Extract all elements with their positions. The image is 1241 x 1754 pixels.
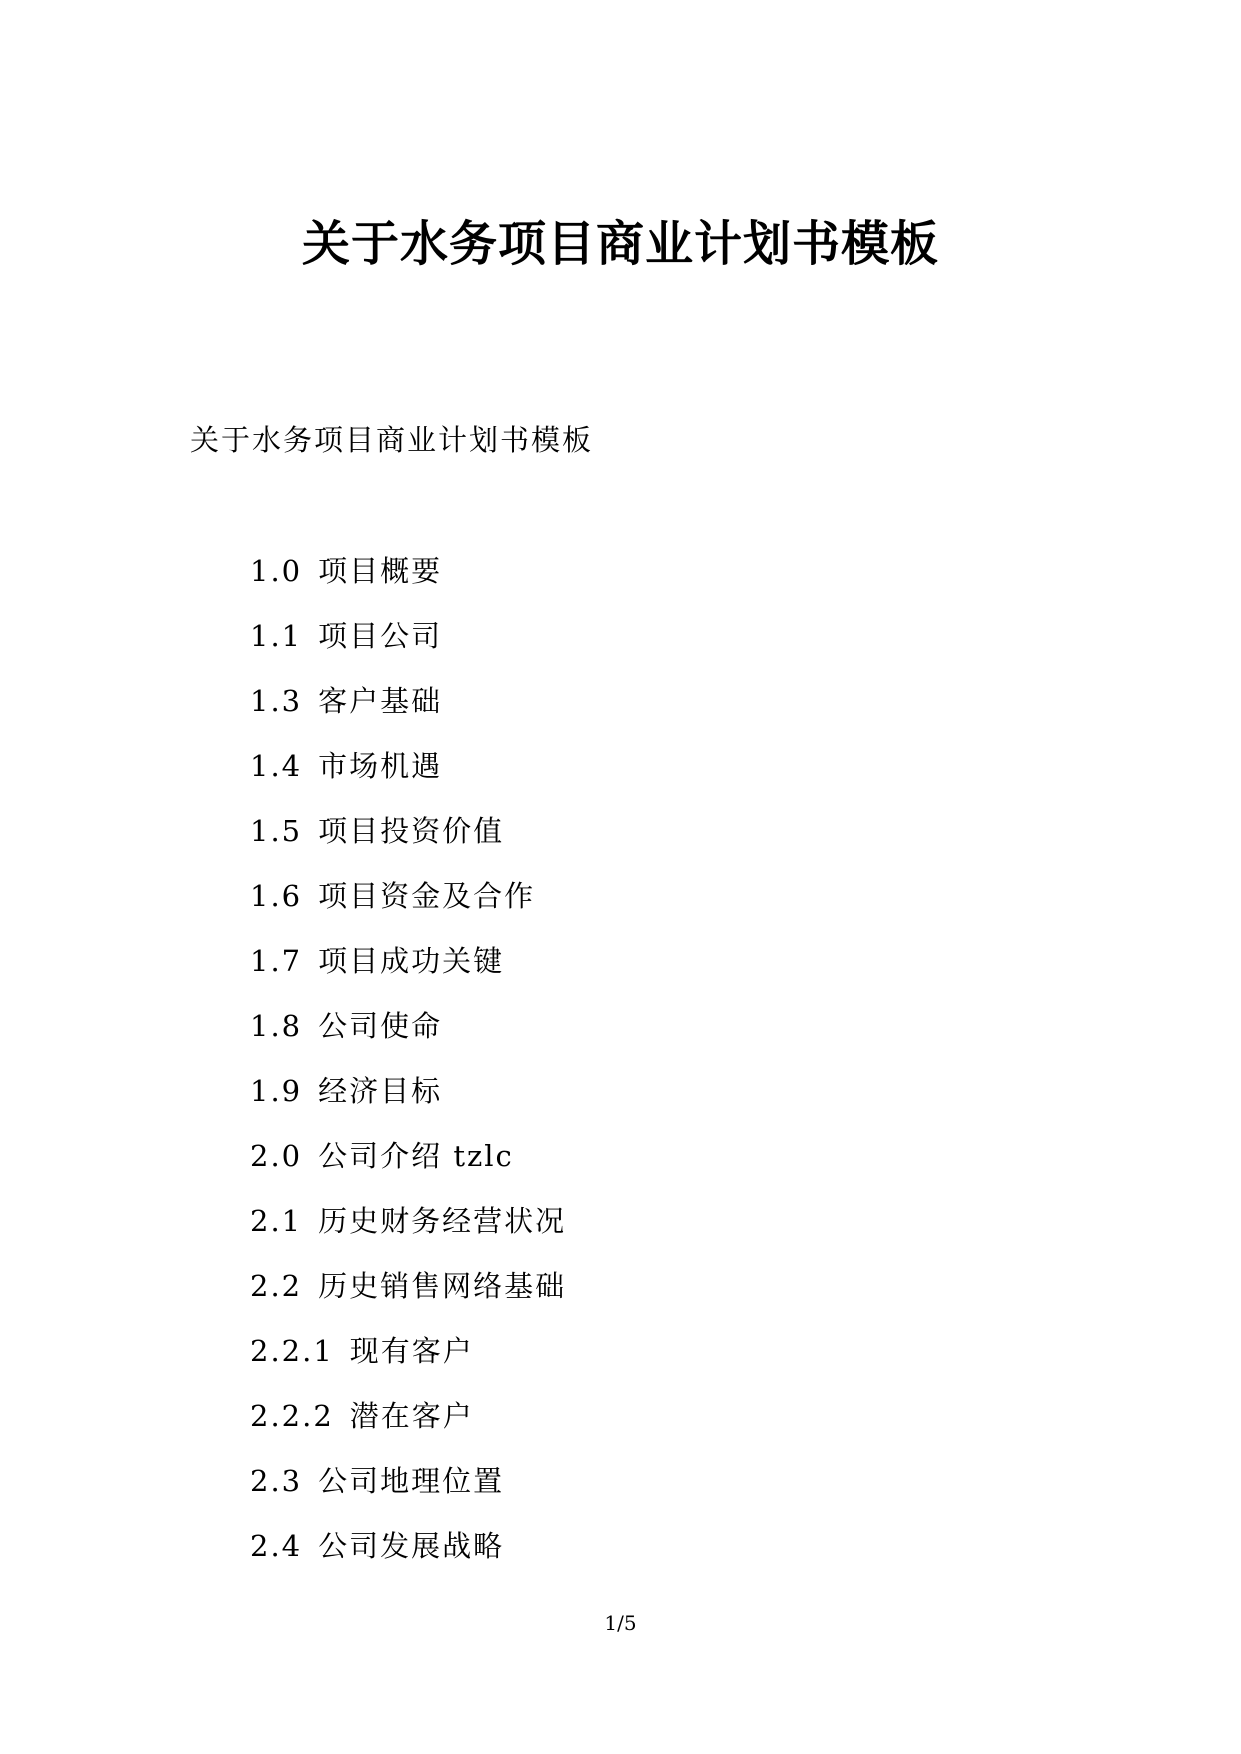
toc-item-number: 1.9: [250, 1074, 303, 1108]
page-number: 1/5: [604, 1611, 637, 1635]
toc-item-text: 公司发展战略: [318, 1529, 505, 1563]
toc-item: [250, 681, 566, 746]
toc-item-number: 1.6: [250, 879, 303, 913]
toc-item-text: 公司介绍 tzlc: [318, 1139, 514, 1173]
toc-item-text: 市场机遇: [318, 749, 443, 783]
toc-item-number: 1.7: [250, 944, 303, 978]
toc-item-number: 1.3: [250, 684, 303, 718]
toc-item-number: 1.0: [250, 554, 303, 588]
toc-item-number: 2.0: [250, 1139, 303, 1173]
toc-item-text: 公司地理位置: [318, 1464, 505, 1498]
toc-item: [250, 811, 566, 876]
toc-item-number: 1.5: [250, 814, 303, 848]
toc-item-text: 客户基础: [318, 684, 443, 718]
toc-item-text: 历史财务经营状况: [318, 1204, 567, 1238]
toc-item: [250, 746, 566, 811]
toc-item: [250, 1201, 566, 1266]
toc-item-text: 项目资金及合作: [318, 879, 536, 913]
toc-item: [250, 1006, 566, 1071]
document-subtitle: 关于水务项目商业计划书模板: [190, 423, 594, 457]
toc-item-number: 1.4: [250, 749, 303, 783]
toc-item: [250, 1461, 566, 1526]
toc-item: [250, 1071, 566, 1136]
toc-item-number: 1.1: [250, 619, 303, 653]
toc-item: [250, 1331, 566, 1396]
document-title: 关于水务项目商业计划书模板: [301, 216, 939, 272]
toc-item-text: 现有客户: [349, 1334, 474, 1368]
toc-item: [250, 941, 566, 1006]
toc-item-number: 2.1: [250, 1204, 303, 1238]
table-of-contents: [250, 551, 566, 1591]
toc-item: [250, 876, 566, 941]
toc-item-number: 2.2.2: [250, 1399, 334, 1433]
toc-item-text: 经济目标: [318, 1074, 443, 1108]
toc-item-text: 项目投资价值: [318, 814, 505, 848]
toc-item-text: 公司使命: [318, 1009, 443, 1043]
toc-item: [250, 1396, 566, 1461]
toc-item: [250, 1136, 566, 1201]
toc-item: [250, 551, 566, 616]
toc-item-text: 历史销售网络基础: [318, 1269, 567, 1303]
toc-item-number: 2.2.1: [250, 1334, 334, 1368]
toc-item-text: 项目公司: [318, 619, 443, 653]
toc-item-number: 2.4: [250, 1529, 303, 1563]
toc-item-text: 项目成功关键: [318, 944, 505, 978]
toc-item-number: 2.2: [250, 1269, 303, 1303]
toc-item-text: 潜在客户: [349, 1399, 474, 1433]
toc-item: [250, 616, 566, 681]
toc-item: [250, 1266, 566, 1331]
toc-item-number: 1.8: [250, 1009, 303, 1043]
toc-item-number: 2.3: [250, 1464, 303, 1498]
toc-item-text: 项目概要: [318, 554, 443, 588]
toc-item: [250, 1526, 566, 1591]
